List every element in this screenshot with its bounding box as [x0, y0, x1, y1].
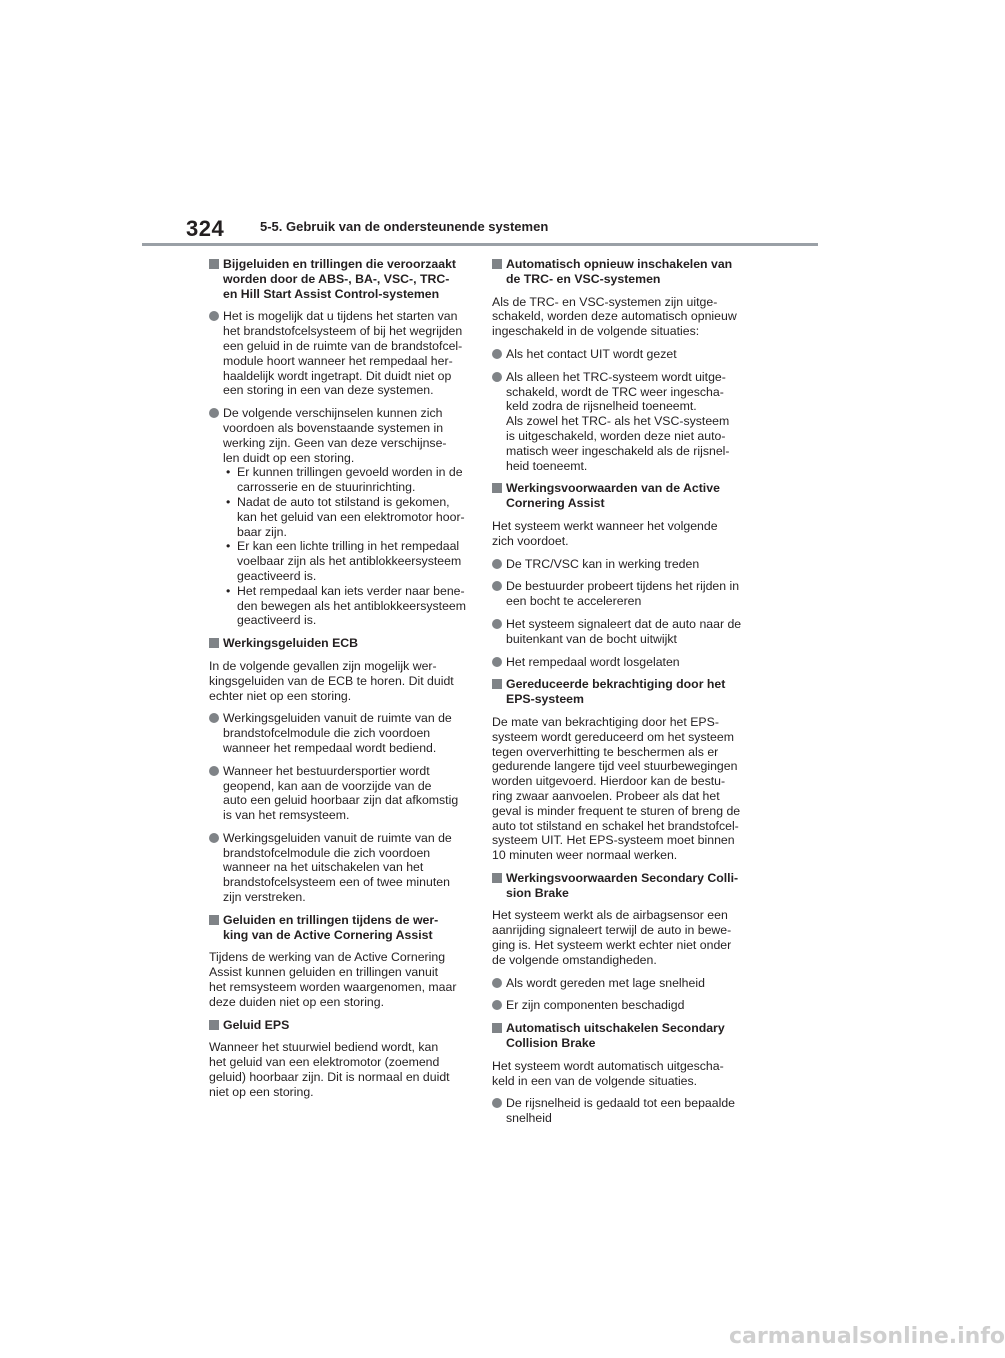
- text-line: Tijdens de werking van de Active Cornering: [209, 950, 446, 965]
- text-line: Als zowel het TRC- als het VSC-systeem: [506, 414, 730, 429]
- text-line: keld in een van de volgende situaties.: [492, 1073, 698, 1088]
- text-line: zijn verstreken.: [223, 890, 306, 905]
- bullet-item: [492, 655, 750, 670]
- paragraph: [209, 1040, 467, 1099]
- text-line: haaldelijk wordt ingetrapt. Dit duidt niet op: [223, 368, 452, 383]
- text-line: Cornering Assist: [506, 496, 605, 511]
- text-line: Nadat de auto tot stilstand is gekomen,: [237, 494, 450, 509]
- paragraph: [492, 295, 750, 339]
- text-line: Als de TRC- en VSC-systemen zijn uitge-: [492, 294, 718, 309]
- circle-bullet-icon: [492, 349, 502, 359]
- text-line: ging is. Het systeem werkt echter niet onder: [492, 938, 732, 953]
- text-line: zich voordoet.: [492, 533, 569, 548]
- text-line: brandstofcelmodule die zich voordoen: [223, 845, 431, 860]
- square-bullet-icon: [209, 915, 219, 925]
- section-heading: [209, 1018, 467, 1033]
- bullet-item: [492, 347, 750, 362]
- section-heading: [492, 871, 750, 901]
- text-line: Het systeem werkt als de airbagsensor een: [492, 908, 728, 923]
- text-line: de volgende omstandigheden.: [492, 952, 657, 967]
- circle-bullet-icon: [492, 1000, 502, 1010]
- text-line: systeem UIT. Het EPS-systeem moet binnen: [492, 833, 735, 848]
- bullet-item: [209, 711, 467, 755]
- text-line: Er kan een lichte trilling in het rempedaal: [237, 539, 460, 554]
- text-line: worden uitgevoerd. Hierdoor kan de bestu-: [492, 774, 726, 789]
- text-line: Automatisch opnieuw inschakelen van: [506, 257, 733, 271]
- text-line: schakeld, worden deze automatisch opnieuw: [492, 309, 737, 324]
- circle-bullet-icon: [209, 766, 219, 776]
- text-line: Werkingsgeluiden vanuit de ruimte van de: [223, 711, 452, 726]
- circle-bullet-icon: [492, 581, 502, 591]
- text-line: systeem wordt gereduceerd om het systeem: [492, 729, 734, 744]
- text-line: Er kunnen trillingen gevoeld worden in de: [237, 465, 463, 480]
- section-heading: [492, 481, 750, 511]
- sub-bullet-mark: •: [226, 539, 231, 554]
- text-line: geopend, kan aan de voorzijde van de: [223, 778, 432, 793]
- circle-bullet-icon: [492, 978, 502, 988]
- text-line: snelheid: [506, 1111, 552, 1126]
- text-line: gedurende langere tijd veel stuurbewegingen: [492, 759, 738, 774]
- circle-bullet-icon: [209, 713, 219, 723]
- bullet-item: [492, 998, 750, 1013]
- text-line: Wanneer het bestuurdersportier wordt: [223, 763, 430, 778]
- section-heading: [492, 1021, 750, 1051]
- circle-bullet-icon: [492, 559, 502, 569]
- text-line: is uitgeschakeld, worden deze niet auto-: [506, 428, 726, 443]
- text-line: kan het geluid van een elektromotor hoor-: [237, 509, 465, 524]
- text-line: geactiveerd is.: [237, 613, 317, 628]
- text-line: het remsysteem worden waargenomen, maar: [209, 980, 457, 995]
- sub-list-item: [223, 465, 467, 495]
- square-bullet-icon: [492, 1023, 502, 1033]
- circle-bullet-icon: [492, 372, 502, 382]
- paragraph: [492, 908, 750, 967]
- text-line: tegen oververhitting te beschermen als er: [492, 744, 719, 759]
- text-line: 10 minuten weer normaal werken.: [492, 848, 678, 863]
- right-column: [492, 257, 750, 1134]
- text-line: Gereduceerde bekrachtiging door het: [506, 677, 726, 692]
- bullet-item: [492, 617, 750, 647]
- circle-bullet-icon: [209, 408, 219, 418]
- text-line: het geluid van een elektromotor (zoemend: [209, 1055, 440, 1070]
- text-line: Werkingsgeluiden ECB: [223, 636, 359, 651]
- bullet-item: [209, 831, 467, 905]
- bullet-item: [209, 309, 467, 398]
- square-bullet-icon: [492, 873, 502, 883]
- text-line: Werkingsvoorwaarden Secondary Colli-: [506, 870, 739, 885]
- bullet-item: [209, 406, 467, 628]
- text-line: werking zijn. Geen van deze verschijnse-: [223, 435, 447, 450]
- text-line: Als het contact UIT wordt gezet: [506, 346, 677, 361]
- text-line: Als alleen het TRC-systeem wordt uitge-: [506, 369, 726, 384]
- text-line: carrosserie en de stuurinrichting.: [237, 480, 416, 495]
- text-line: buitenkant van de bocht uitwijkt: [506, 631, 677, 646]
- text-line: brandstofcelmodule die zich voordoen: [223, 726, 431, 741]
- square-bullet-icon: [492, 483, 502, 493]
- text-line: het brandstofcelsysteem of bij het wegrijden: [223, 324, 463, 339]
- text-line: den bewegen als het antiblokkeersysteem: [237, 598, 466, 613]
- text-line: wanneer na het uitschakelen van het: [223, 860, 424, 875]
- text-line: Er zijn componenten beschadigd: [506, 998, 685, 1013]
- text-line: De rijsnelheid is gedaald tot een bepaalde: [506, 1096, 736, 1111]
- square-bullet-icon: [209, 259, 219, 269]
- page-number: 324: [186, 216, 225, 241]
- section-heading: [209, 636, 467, 651]
- bullet-item: [492, 976, 750, 991]
- text-line: echter niet op een storing.: [209, 688, 352, 703]
- circle-bullet-icon: [492, 619, 502, 629]
- text-line: een storing in een van deze systemen.: [223, 383, 434, 398]
- text-line: Het systeem werkt wanneer het volgende: [492, 518, 718, 533]
- text-line: auto tot stilstand en schakel het brandstofcel-: [492, 818, 739, 833]
- bullet-item: [492, 1096, 750, 1126]
- text-line: schakeld, wordt de TRC weer ingescha-: [506, 384, 724, 399]
- sub-list-item: [223, 539, 467, 583]
- text-line: sion Brake: [506, 885, 569, 900]
- text-line: een geluid in de ruimte van de brandstofcel-: [223, 338, 463, 353]
- text-line: worden door de ABS-, BA-, VSC-, TRC-: [223, 271, 450, 286]
- circle-bullet-icon: [492, 1098, 502, 1108]
- text-line: Het is mogelijk dat u tijdens het starten van: [223, 309, 458, 324]
- text-line: aanrijding signaleert terwijl de auto in bewe-: [492, 923, 732, 938]
- section-title: 5-5. Gebruik van de ondersteunende systemen: [260, 219, 549, 234]
- text-line: EPS-systeem: [506, 692, 584, 707]
- text-line: kingsgeluiden van de ECB te horen. Dit duidt: [209, 673, 454, 688]
- text-line: niet op een storing.: [209, 1084, 314, 1099]
- text-line: heid toeneemt.: [506, 458, 588, 473]
- text-line: geactiveerd is.: [237, 568, 317, 583]
- square-bullet-icon: [209, 1020, 219, 1030]
- text-line: king van de Active Cornering Assist: [223, 927, 433, 942]
- text-line: baar zijn.: [237, 524, 287, 539]
- header-divider: [142, 243, 818, 246]
- square-bullet-icon: [492, 679, 502, 689]
- text-line: een bocht te accelereren: [506, 594, 642, 609]
- text-line: de TRC- en VSC-systemen: [506, 271, 661, 286]
- text-line: In de volgende gevallen zijn mogelijk wer-: [209, 658, 437, 673]
- text-line: Collision Brake: [506, 1036, 596, 1051]
- text-line: Het rempedaal kan iets verder naar bene-: [237, 583, 465, 598]
- text-line: auto een geluid hoorbaar zijn dat afkomstig: [223, 793, 459, 808]
- text-line: geluid) hoorbaar zijn. Dit is normaal en duidt: [209, 1070, 450, 1085]
- circle-bullet-icon: [492, 657, 502, 667]
- bullet-item: [492, 579, 750, 609]
- text-line: voelbaar zijn als het antiblokkeersysteem: [237, 554, 462, 569]
- section-heading: [492, 677, 750, 707]
- text-line: Geluid EPS: [223, 1017, 290, 1032]
- text-line: ingeschakeld in de volgende situaties:: [492, 324, 700, 339]
- text-line: Bijgeluiden en trillingen die veroorzaakt: [223, 257, 457, 271]
- sub-bullet-mark: •: [226, 465, 231, 480]
- paragraph: [492, 519, 750, 549]
- watermark: carmanualsonline.info: [729, 1324, 1005, 1349]
- text-line: Het rempedaal wordt losgelaten: [506, 654, 680, 669]
- text-line: Assist kunnen geluiden en trillingen vanuit: [209, 965, 439, 980]
- section-heading: [209, 913, 467, 943]
- text-line: brandstofcelsysteem een of twee minuten: [223, 875, 450, 890]
- sub-list-item: [223, 495, 467, 539]
- text-line: geval is minder frequent te sturen of breng de: [492, 803, 741, 818]
- text-line: De bestuurder probeert tijdens het rijden in: [506, 579, 740, 594]
- text-line: is van het remsysteem.: [223, 808, 350, 823]
- text-line: Wanneer het stuurwiel bediend wordt, kan: [209, 1040, 439, 1055]
- square-bullet-icon: [492, 259, 502, 269]
- text-line: en Hill Start Assist Control-systemen: [223, 286, 440, 301]
- circle-bullet-icon: [209, 311, 219, 321]
- text-line: Het systeem signaleert dat de auto naar de: [506, 616, 742, 631]
- paragraph: [209, 659, 467, 703]
- sub-bullet-mark: •: [226, 494, 231, 509]
- text-line: module hoort wanneer het rempedaal her-: [223, 353, 453, 368]
- section-heading: [209, 257, 467, 301]
- text-line: voordoen als bovenstaande systemen in: [223, 420, 444, 435]
- text-line: Het systeem wordt automatisch uitgescha-: [492, 1058, 724, 1073]
- text-line: De TRC/VSC kan in werking treden: [506, 556, 700, 571]
- text-line: keld zodra de rijsnelheid toeneemt.: [506, 399, 697, 414]
- text-line: matisch weer ingeschakeld als de rijsnel-: [506, 443, 730, 458]
- square-bullet-icon: [209, 638, 219, 648]
- left-column: [209, 257, 467, 1108]
- text-line: Automatisch uitschakelen Secondary: [506, 1021, 725, 1036]
- text-line: Werkingsvoorwaarden van de Active: [506, 481, 720, 496]
- text-line: Geluiden en trillingen tijdens de wer-: [223, 912, 439, 927]
- bullet-item: [209, 764, 467, 823]
- paragraph: [209, 950, 467, 1009]
- text-line: ring zwaar aanvoelen. Probeer als dat het: [492, 788, 720, 803]
- sub-bullet-mark: •: [226, 583, 231, 598]
- bullet-item: [492, 370, 750, 474]
- text-line: De volgende verschijnselen kunnen zich: [223, 406, 443, 421]
- text-line: Als wordt gereden met lage snelheid: [506, 975, 705, 990]
- paragraph: [492, 715, 750, 863]
- paragraph: [492, 1059, 750, 1089]
- section-heading: [492, 257, 750, 287]
- bullet-item: [492, 557, 750, 572]
- text-line: wanneer het rempedaal wordt bediend.: [223, 740, 437, 755]
- text-line: De mate van bekrachtiging door het EPS-: [492, 714, 719, 729]
- text-line: len duidt op een storing.: [223, 450, 355, 465]
- circle-bullet-icon: [209, 833, 219, 843]
- text-line: deze duiden niet op een storing.: [209, 994, 385, 1009]
- sub-list-item: [223, 584, 467, 628]
- text-line: Werkingsgeluiden vanuit de ruimte van de: [223, 830, 452, 845]
